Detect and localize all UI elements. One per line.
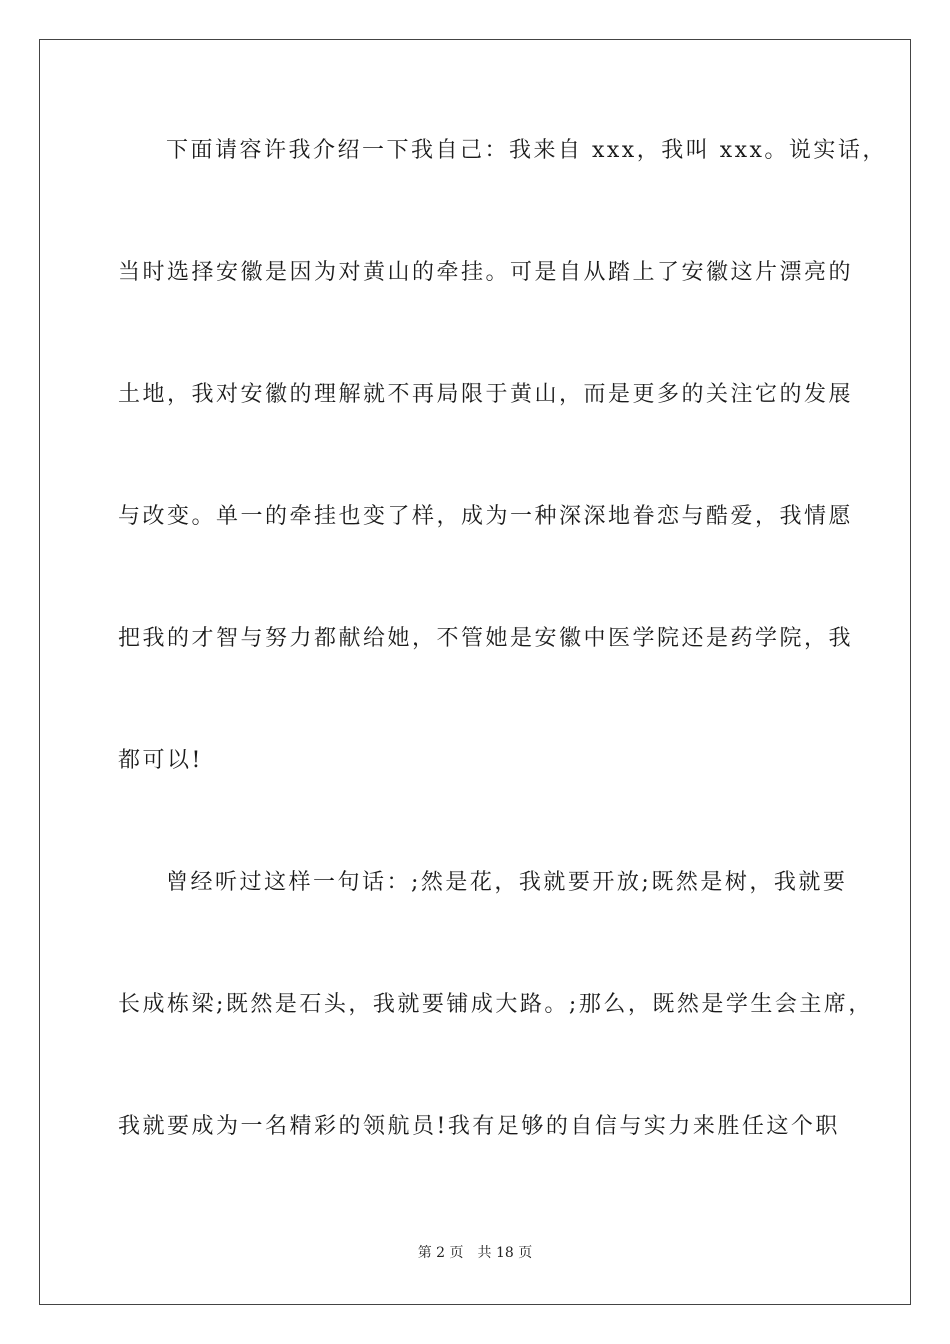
paragraph-1-line-4: 与改变。单一的牵挂也变了样，成为一种深深地眷恋与酷爱，我情愿 (118, 504, 854, 529)
paragraph-1-line-1: 下面请容许我介绍一下我自己：我来自 xxx，我叫 xxx。说实话， (166, 138, 887, 163)
page-footer (0, 1243, 950, 1263)
paragraph-2-line-2: 长成栋梁;既然是石头，我就要铺成大路。;那么，既然是学生会主席， (118, 992, 873, 1017)
page-total: 共 18 页 (477, 1245, 533, 1261)
paragraph-1-line-2: 当时选择安徽是因为对黄山的牵挂。可是自从踏上了安徽这片漂亮的 (118, 260, 854, 285)
paragraph-1-line-3: 土地，我对安徽的理解就不再局限于黄山，而是更多的关注它的发展 (118, 382, 854, 407)
paragraph-1-line-6: 都可以! (118, 748, 203, 773)
paragraph-2-line-1: 曾经听过这样一句话：;然是花，我就要开放;既然是树，我就要 (166, 870, 848, 895)
paragraph-1-line-5: 把我的才智与努力都献给她，不管她是安徽中医学院还是药学院，我 (118, 626, 854, 651)
page-number: 第 2 页 (417, 1245, 464, 1261)
paragraph-2-line-3: 我就要成为一名精彩的领航员!我有足够的自信与实力来胜任这个职 (118, 1114, 840, 1139)
